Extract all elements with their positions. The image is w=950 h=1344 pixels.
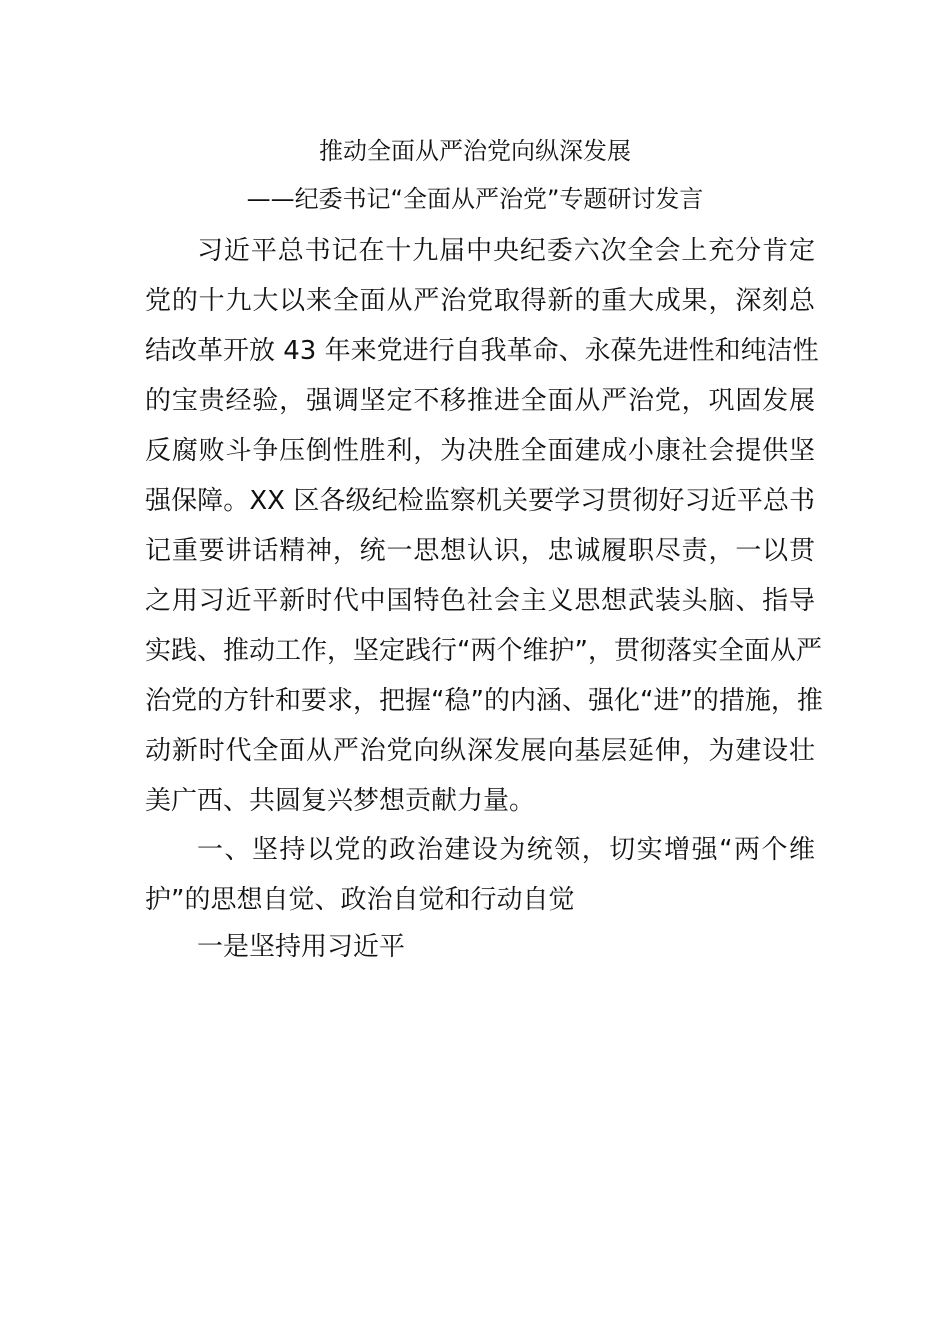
paragraph-line: 实践、推动工作，坚定践行“两个维护”，贯彻落实全面从严 [145, 636, 822, 666]
paragraph-line: 强保障。XX 区各级纪检监察机关要学习贯彻好习近平总书 [145, 486, 815, 516]
paragraph-point-1 [145, 922, 815, 972]
paragraph-line: 美广西、共圆复兴梦想贡献力量。 [145, 786, 536, 816]
paragraph-line: 之用习近平新时代中国特色社会主义思想武装头脑、指导 [145, 586, 815, 616]
paragraph-line: 反腐败斗争压倒性胜利，为决胜全面建成小康社会提供坚 [145, 436, 815, 466]
heading-line: 护”的思想自觉、政治自觉和行动自觉 [145, 885, 575, 915]
paragraph-line: 一是坚持用习近平 [197, 932, 406, 962]
section-heading-1 [145, 825, 815, 925]
paragraph-line: 动新时代全面从严治党向纵深发展向基层延伸，为建设壮 [145, 736, 815, 766]
document-subtitle: ——纪委书记“全面从严治党”专题研讨发言 [246, 185, 704, 213]
paragraph-line: 的宝贵经验，强调坚定不移推进全面从严治党，巩固发展 [145, 386, 815, 416]
heading-line: 一、坚持以党的政治建设为统领，切实增强“两个维 [197, 835, 815, 865]
paragraph-line: 结改革开放 43 年来党进行自我革命、永葆先进性和纯洁性 [145, 336, 819, 366]
paragraph-line: 习近平总书记在十九届中央纪委六次全会上充分肯定 [197, 236, 815, 266]
paragraph-intro [145, 226, 823, 826]
paragraph-line: 记重要讲话精神，统一思想认识，忠诚履职尽责，一以贯 [145, 536, 815, 566]
document-title: 推动全面从严治党向纵深发展 [319, 137, 631, 165]
paragraph-line: 治党的方针和要求，把握“稳”的内涵、强化“进”的措施，推 [145, 686, 823, 716]
paragraph-line: 党的十九大以来全面从严治党取得新的重大成果，深刻总 [145, 286, 815, 316]
